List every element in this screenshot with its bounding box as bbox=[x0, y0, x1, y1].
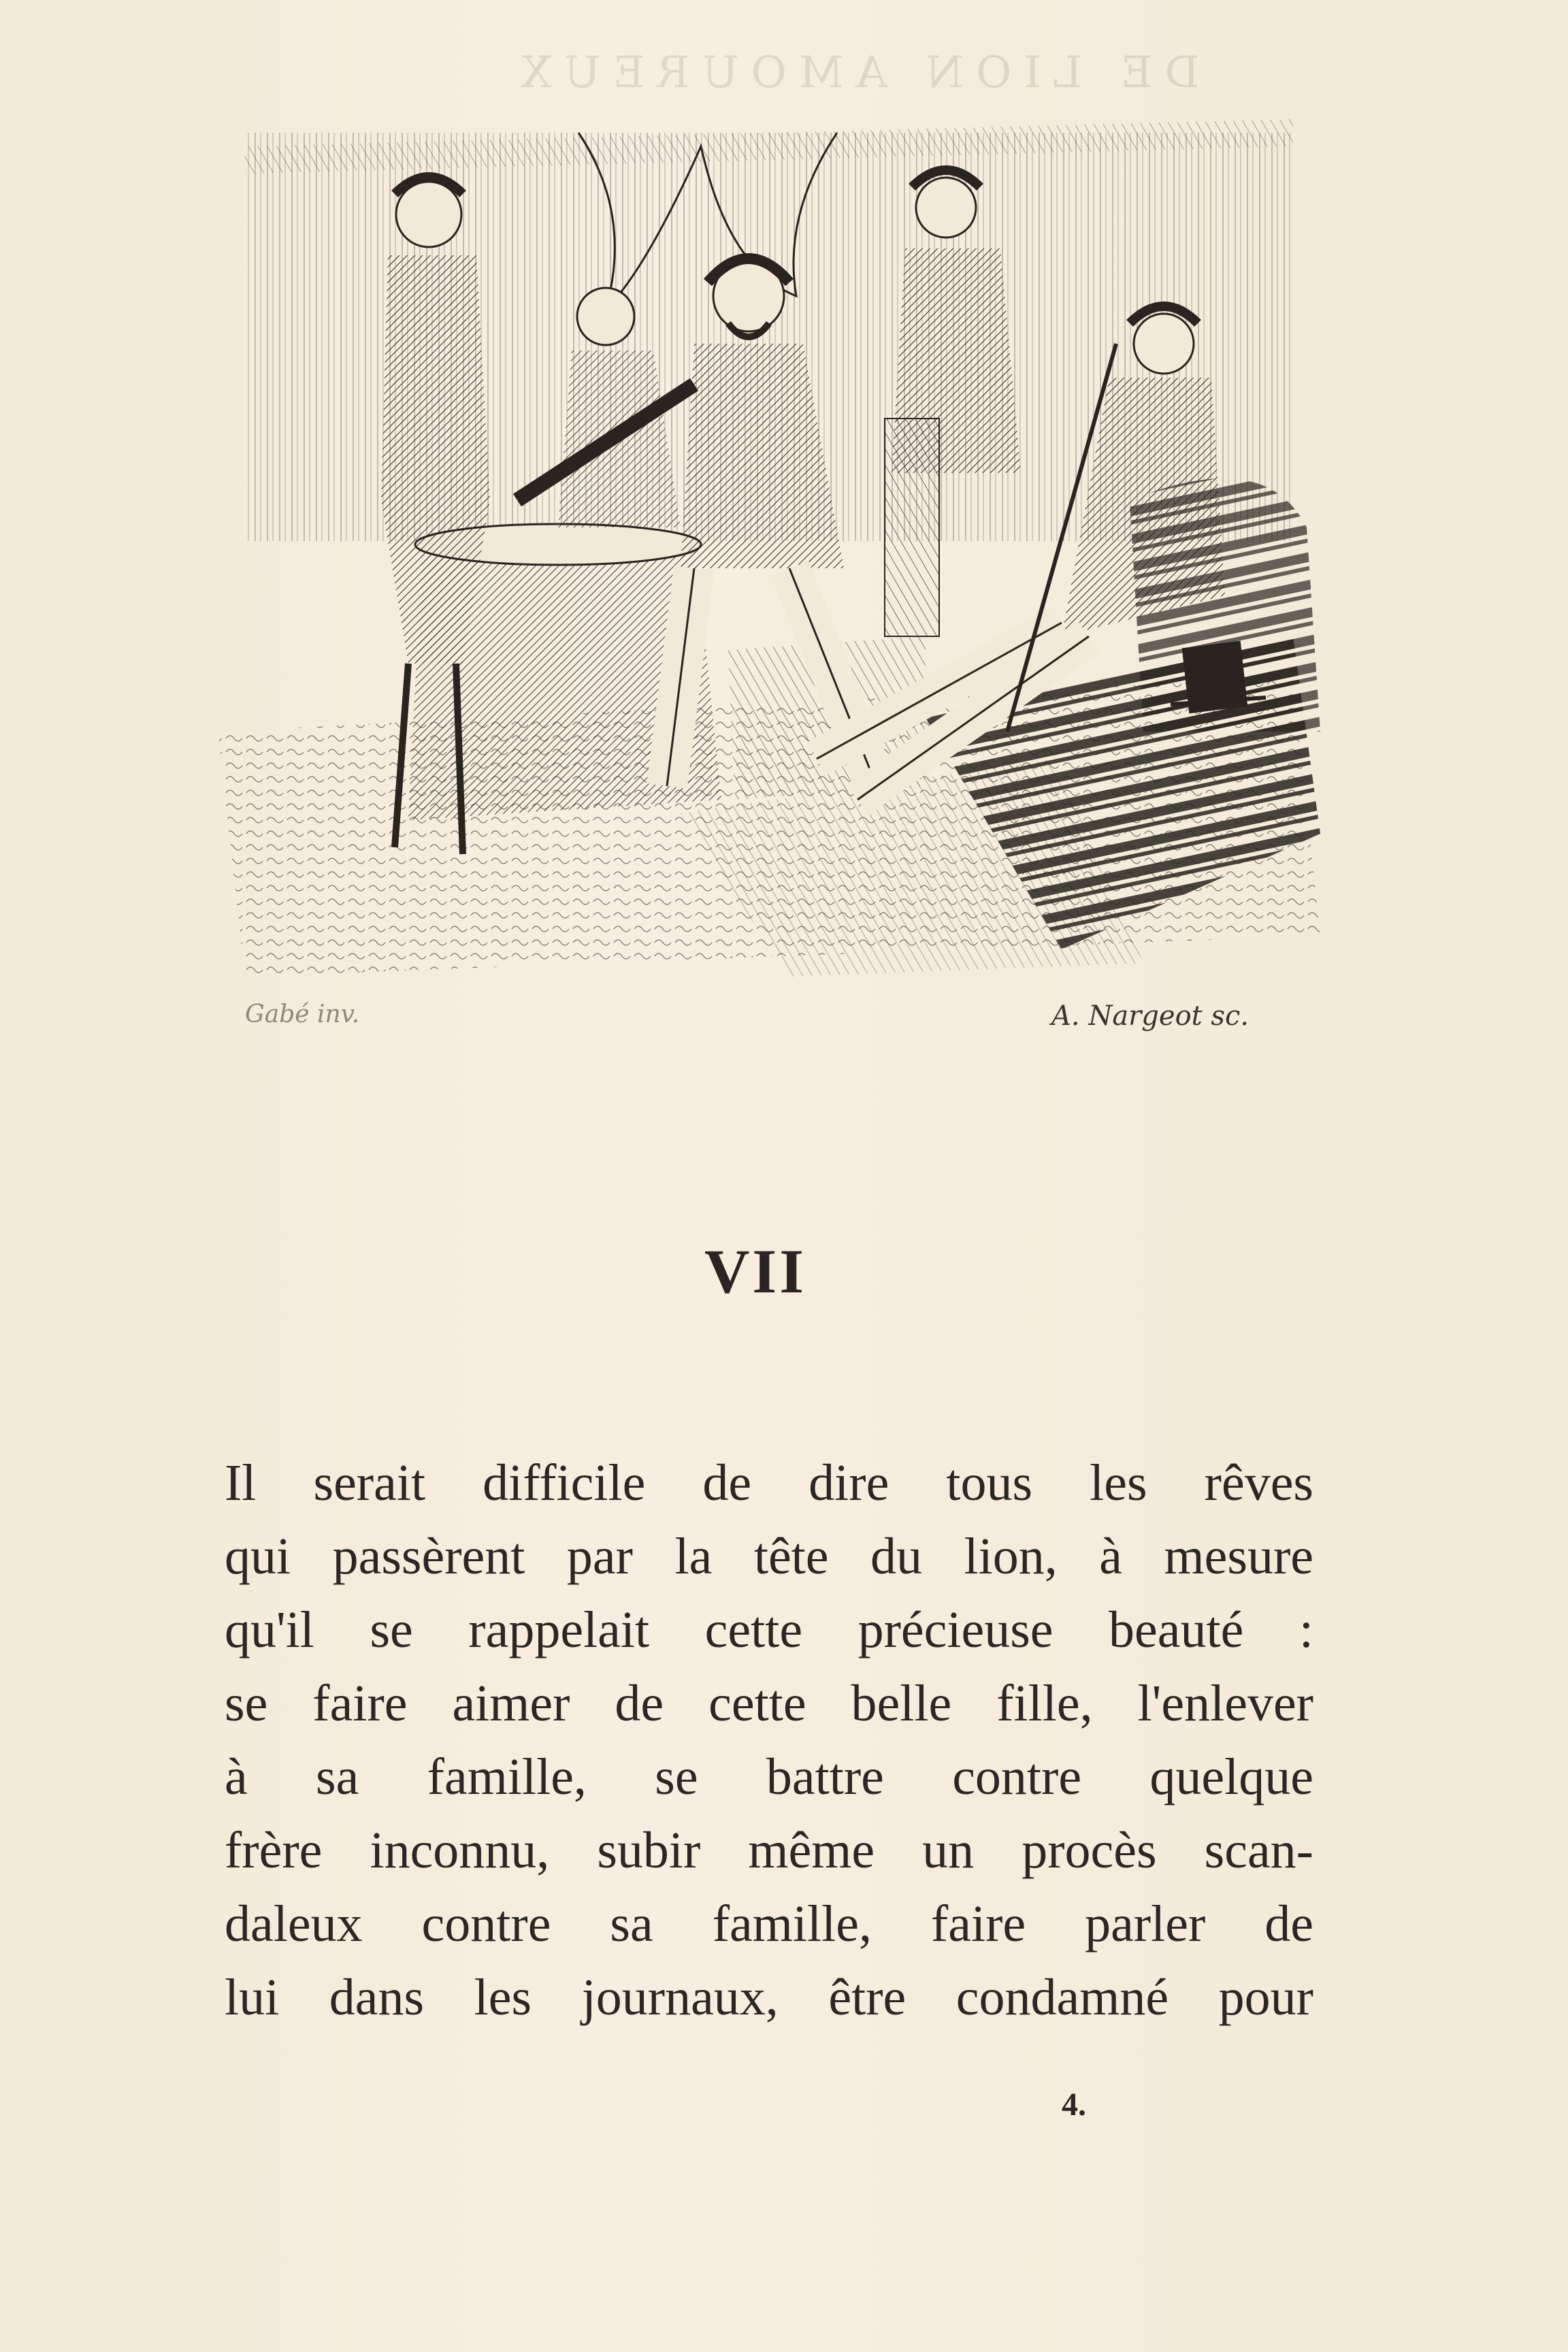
body-paragraph bbox=[225, 1446, 1313, 2034]
engraving-illustration bbox=[204, 119, 1320, 977]
engraver-credit: A. Nargeot sc. bbox=[1051, 1000, 1250, 1032]
text-line: à sa famille, se battre contre quelque bbox=[225, 1748, 1313, 1806]
text-line: daleux contre sa famille, faire parler de bbox=[225, 1895, 1313, 1953]
text-line: qui passèrent par la tête du lion, à mesure bbox=[225, 1528, 1313, 1585]
text-line: lui dans les journaux, être condamné pour bbox=[225, 1969, 1313, 2026]
chapter-heading: VII bbox=[704, 1237, 807, 1306]
text-line: se faire aimer de cette belle fille, l'enlever bbox=[225, 1675, 1313, 1732]
text-line: Il serait difficile de dire tous les rêves bbox=[225, 1454, 1313, 1512]
text-line: frère inconnu, subir même un procès scan- bbox=[225, 1822, 1313, 1879]
bleed-through-header: DE LION AMOUREUX bbox=[508, 48, 1200, 98]
page-number: 4. bbox=[1062, 2087, 1086, 2123]
text-line: qu'il se rappelait cette précieuse beauté : bbox=[225, 1601, 1313, 1659]
illustrator-credit: Gabé inv. bbox=[245, 1000, 360, 1028]
